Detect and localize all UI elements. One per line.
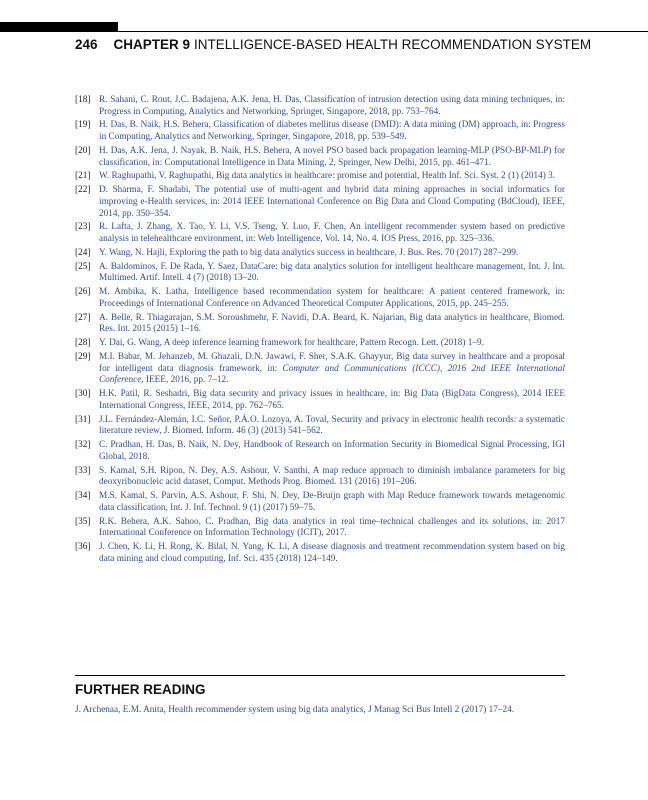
reference-text: H.K. Patil, R. Seshadri, Big data security and privacy issues in healthcare, in: Big Data (BigData Congress), 2014 IEEE International Congress, IEEE, 2014, pp. 762–765.	[99, 389, 565, 411]
reference-number: [34]	[75, 491, 91, 502]
reference-number: [36]	[75, 542, 91, 553]
reference-number: [24]	[75, 247, 91, 258]
reference-text-tail: , IEEE, 2016, pp. 7–12.	[141, 375, 229, 386]
reference-number: [20]	[75, 145, 91, 156]
reference-text: A. Baldominos, F. De Rada, Y. Saez, DataCare: big data analytics solution for intelligent healthcare management, Int. J. Int. Multimed. Artif. Intell. 4 (7) (2018) 13–20.	[99, 261, 565, 284]
reference-text: A. Belle, R. Thiagarajan, S.M. Soroushmehr, F. Navidi, D.A. Beard, K. Najarian, Big data analytics in healthcare, Biomed. Res. Int. 2015 (2015) 1–16.	[99, 312, 565, 335]
header-bar	[0, 22, 118, 32]
reference-item	[75, 542, 565, 565]
reference-text: M.I. Babar, M. Jehanzeb, M. Ghazali, D.N. Jawawi, F. Sher, S.A.K. Ghayyur, Big data survey in healthcare and a proposal for intelligent data diagnosis framework, in:	[99, 352, 565, 374]
reference-text: J. Chen, K. Li, H. Rong, K. Bilal, N. Yang, K. Li, A disease diagnosis and treatment recommendation system based on big data mining and cloud computing, Inf. Sci. 435 (2018) 124–149.	[99, 542, 565, 564]
reference-item	[75, 287, 565, 310]
reference-item	[75, 171, 565, 183]
reference-number: [18]	[75, 95, 91, 105]
reference-text: R. Sahani, C. Rout, J.C. Badajena, A.K. Jena, H. Das, Classification of intrusion detection using data mining techniques, in: Progress in Computing, Analytics and Networking, Springer, Singapore, 2018, pp. 753–764.	[99, 95, 565, 117]
reference-number: [23]	[75, 222, 91, 233]
reference-item	[75, 517, 565, 540]
reference-text: C. Pradhan, H. Das, B. Naik, N. Dey, Handbook of Research on Information Security in Biomedical Signal Processing, IGI Global, 2018.	[99, 440, 565, 462]
reference-item	[75, 389, 565, 412]
reference-text: H. Das, B. Naik, H.S. Behera, Classification of diabetes mellitus disease (DMD): A data mining (DM) approach, in: Progress in Computing, Analytics and Networking, Springer, Singapore, 2018, pp. 539–549.	[99, 120, 565, 143]
reference-italic-title: Computer and Communications (ICCC), 2016 2nd IEEE International Conference	[99, 363, 565, 386]
chapter-title: INTELLIGENCE-BASED HEALTH RECOMMENDATION SYSTEM	[194, 37, 592, 52]
reference-item	[75, 491, 565, 514]
reference-item	[75, 466, 565, 489]
reference-item	[75, 313, 565, 336]
reference-number: [30]	[75, 389, 91, 400]
reference-number: [25]	[75, 261, 91, 272]
reference-text: M. Ambika, K. Latha, Intelligence based recommendation system for healthcare: A patient centered framework, in: Proceedings of International Conference on Advanced Theoretical Computer Applications, 2015, pp. 245–255.	[99, 287, 565, 309]
reference-number: [21]	[75, 171, 91, 182]
reference-item	[75, 262, 565, 285]
reference-item	[75, 222, 565, 245]
reference-number: [27]	[75, 312, 91, 323]
reference-item	[75, 440, 565, 463]
reference-item	[75, 352, 565, 387]
reference-text: Y. Wang, N. Hajli, Exploring the path to big data analytics success in healthcare, J. Bus. Res. 70 (2017) 287–299.	[99, 247, 519, 258]
reference-item	[75, 146, 565, 169]
further-reading-entry: J. Archenaa, E.M. Anita, Health recommender system using big data analytics, J Manag Sci Bus Intell 2 (2017) 17–24.	[75, 705, 515, 715]
reference-text: S. Kamal, S.H. Ripon, N. Dey, A.S. Ashour, V. Santhi, A map reduce approach to diminish imbalance parameters for big deoxyribonucleic acid dataset, Comput. Methods Prog. Biomed. 131 (2016) 191–206.	[99, 465, 565, 488]
reference-text: R.K. Behera, A.K. Sahoo, C. Pradhan, Big data analytics in real time–technical challenges and its solutions, in: 2017 International Conference on Information Technology (ICIT), 2017.	[99, 516, 565, 539]
reference-number: [26]	[75, 287, 91, 298]
reference-number: [32]	[75, 440, 91, 451]
reference-text: J.L. Fernández-Alemán, I.C. Señor, P.Á.O. Lozoya, A. Toval, Security and privacy in electronic health records: a systematic literature review, J. Biomed. Inform. 46 (3) (2013) 541–562.	[99, 414, 565, 437]
further-reading-heading: FURTHER READING	[75, 682, 206, 697]
page-number: 246	[75, 37, 98, 52]
reference-text: H. Das, A.K. Jena, J. Nayak, B. Naik, H.S. Behera, A novel PSO based back propagation learning-MLP (PSO-BP-MLP) for classification, in: Computational Intelligence in Data Mining, 2, Springer, New Delhi, 2015, pp. 461–471.	[99, 145, 565, 168]
reference-number: [33]	[75, 465, 91, 476]
reference-number: [31]	[75, 414, 91, 425]
reference-text: M.S. Kamal, S. Parvin, A.S. Ashour, F. Shi, N. Dey, De-Bruijn graph with Map Reduce framework towards metagenomic data classification, Int. J. Inf. Technol. 9 (1) (2017) 59–75.	[99, 491, 565, 513]
reference-list	[75, 95, 565, 568]
reference-number: [29]	[75, 352, 91, 363]
running-header	[75, 37, 591, 53]
chapter-label: CHAPTER 9	[113, 37, 191, 52]
reference-item	[75, 415, 565, 438]
reference-text: D. Sharma, F. Shadabi, The potential use of multi-agent and hybrid data mining approaches in social informatics for improving e-Health services, in: 2014 IEEE International Conference on Big Data and Cloud Computing (BdCloud), IEEE, 2014, pp. 350–354.	[99, 185, 565, 219]
reference-number: [28]	[75, 338, 91, 349]
reference-item	[75, 185, 565, 220]
reference-number: [22]	[75, 185, 91, 196]
reference-text: Y. Dai, G. Wang, A deep inference learning framework for healthcare, Pattern Recogn. Lett. (2018) 1–9.	[99, 338, 484, 349]
reference-item	[75, 95, 565, 118]
reference-number: [19]	[75, 120, 91, 131]
reference-text: W. Raghupathi, V. Raghupathi, Big data analytics in healthcare: promise and potential, Health Inf. Sci. Syst. 2 (1) (2014) 3.	[99, 171, 556, 182]
reference-item	[75, 338, 565, 350]
reference-item	[75, 120, 565, 143]
header-rule	[118, 31, 648, 32]
reference-text: R. Lafta, J. Zhang, X. Tao, Y. Li, V.S. Tseng, Y. Luo, F. Chen, An intelligent recommender system based on predictive analysis in telehealthcare environment, in: Web Intelligence, Vol. 14, No. 4. IOS Press, 2016, pp. 325–336.	[99, 222, 565, 245]
reference-number: [35]	[75, 516, 91, 527]
section-divider	[75, 675, 565, 676]
reference-item	[75, 248, 565, 260]
